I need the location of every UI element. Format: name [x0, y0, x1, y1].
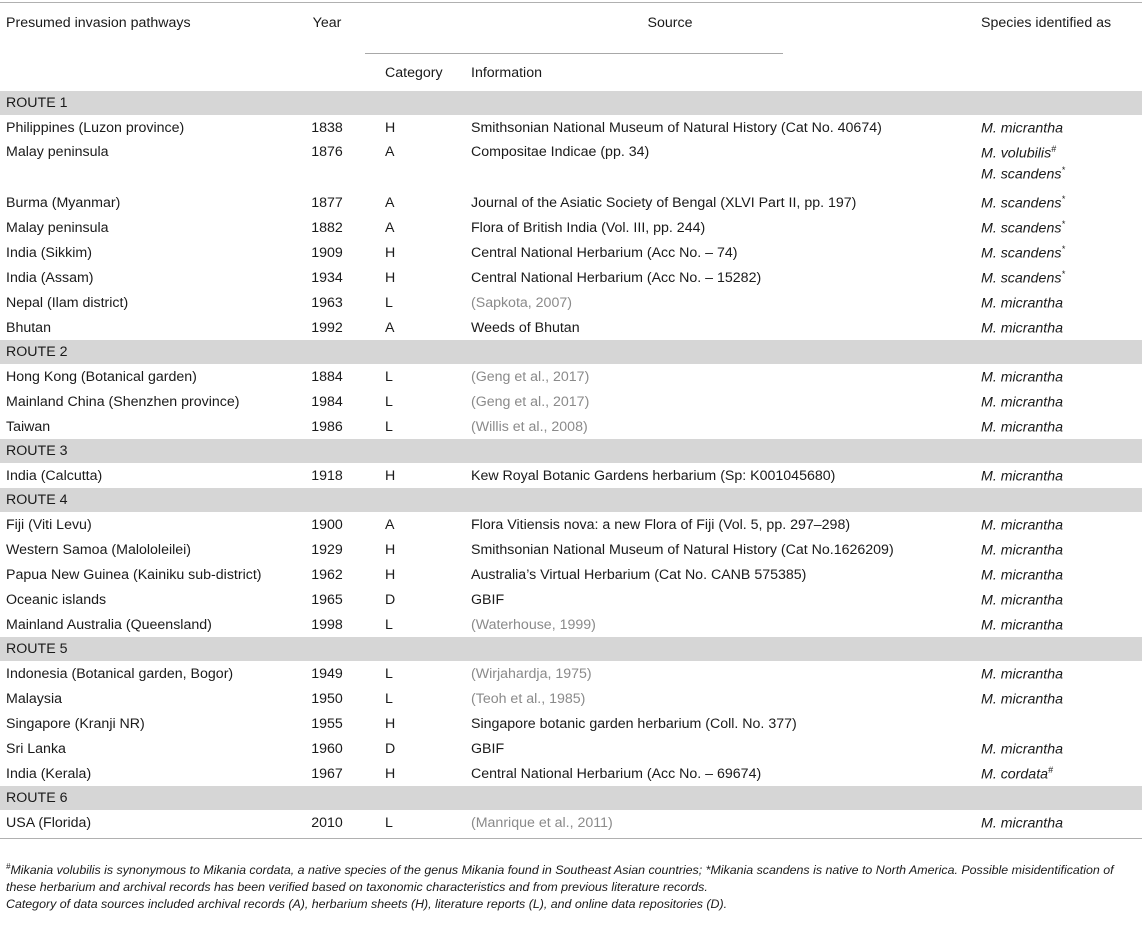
table-row: [0, 736, 1142, 761]
species-text: M. scandens: [981, 166, 1062, 183]
information-cell: (Waterhouse, 1999): [471, 616, 596, 633]
information-cell: Flora of British India (Vol. III, pp. 244): [471, 219, 706, 236]
species-cell: [975, 265, 1142, 290]
pathway-cell: Fiji (Viti Levu): [6, 516, 92, 533]
route-label: ROUTE 1: [0, 91, 1142, 115]
information-cell: Central National Herbarium (Acc No. – 74): [471, 244, 738, 261]
pathway-cell: Oceanic islands: [6, 591, 107, 608]
species-cell: [975, 389, 1142, 414]
species-name: [981, 566, 1142, 584]
species-text: M. micrantha: [981, 592, 1063, 609]
species-name: [981, 393, 1142, 411]
information-cell: (Willis et al., 2008): [471, 418, 588, 435]
table-row: [0, 512, 1142, 537]
table-row: [0, 389, 1142, 414]
species-name: [981, 591, 1142, 609]
header-information: Information: [471, 65, 542, 81]
information-cell: Kew Royal Botanic Gardens herbarium (Sp: K001045680): [471, 467, 836, 484]
year-cell: 1965: [311, 591, 343, 608]
category-cell: A: [385, 194, 395, 211]
table-row: [0, 562, 1142, 587]
species-text: M. micrantha: [981, 468, 1063, 485]
species-name: [981, 269, 1142, 287]
header-year: Year: [312, 15, 342, 31]
route-label: ROUTE 4: [0, 488, 1142, 512]
year-cell: 1900: [311, 516, 343, 533]
species-text: M. micrantha: [981, 815, 1063, 832]
category-cell: H: [385, 467, 396, 484]
bottom-rule: [0, 835, 1142, 839]
footnote-1-mark: #: [6, 862, 11, 871]
year-cell: 1950: [311, 690, 343, 707]
species-name: [981, 319, 1142, 337]
information-cell: Singapore botanic garden herbarium (Coll. No. 377): [471, 715, 797, 732]
species-cell: [975, 711, 1142, 736]
pathway-cell: Bhutan: [6, 319, 51, 336]
year-cell: 1876: [311, 144, 343, 160]
species-text: M. micrantha: [981, 295, 1063, 312]
route-header-row: [0, 91, 1142, 115]
species-name: [981, 814, 1142, 832]
pathway-cell: Hong Kong (Botanical garden): [6, 368, 197, 385]
route-header-row: [0, 488, 1142, 512]
pathway-cell: Singapore (Kranji NR): [6, 715, 145, 732]
information-cell: (Manrique et al., 2011): [471, 814, 613, 831]
route-header-row: [0, 439, 1142, 463]
source-divider: [365, 53, 783, 54]
information-cell: GBIF: [471, 591, 505, 608]
species-text: M. micrantha: [981, 419, 1063, 436]
information-cell: (Teoh et al., 1985): [471, 690, 586, 707]
species-mark: *: [1061, 218, 1065, 229]
table-row: [0, 810, 1142, 835]
category-cell: L: [385, 690, 393, 707]
route-label: ROUTE 6: [0, 786, 1142, 810]
species-text: M. cordata: [981, 766, 1049, 783]
category-cell: L: [385, 294, 393, 311]
species-cell: [975, 364, 1142, 389]
species-cell: [975, 140, 1142, 190]
species-cell: [975, 463, 1142, 488]
information-cell: Australia’s Virtual Herbarium (Cat No. CANB 575385): [471, 566, 807, 583]
species-cell: [975, 240, 1142, 265]
route-header-row: [0, 786, 1142, 810]
category-cell: D: [385, 591, 396, 608]
species-text: M. micrantha: [981, 617, 1063, 634]
species-cell: [975, 290, 1142, 315]
table-row: [0, 115, 1142, 140]
species-text: M. scandens: [981, 270, 1062, 287]
footnotes: [6, 858, 1142, 913]
species-mark: *: [1061, 193, 1065, 204]
information-cell: Weeds of Bhutan: [471, 319, 580, 336]
pathway-cell: USA (Florida): [6, 814, 92, 831]
category-cell: H: [385, 541, 396, 558]
species-text: M. micrantha: [981, 567, 1063, 584]
species-text: M. micrantha: [981, 394, 1063, 411]
pathway-cell: Malaysia: [6, 690, 62, 707]
information-cell: (Wirjahardja, 1975): [471, 665, 592, 682]
year-cell: 1884: [311, 368, 343, 385]
species-mark: *: [1061, 243, 1065, 254]
header-pathway: Presumed invasion pathways: [6, 15, 191, 31]
category-cell: L: [385, 368, 393, 385]
route-label: ROUTE 3: [0, 439, 1142, 463]
pathway-cell: India (Calcutta): [6, 467, 103, 484]
year-cell: 1934: [311, 269, 343, 286]
information-cell: Flora Vitiensis nova: a new Flora of Fiji (Vol. 5, pp. 297–298): [471, 516, 851, 533]
species-text: M. volubilis: [981, 145, 1052, 162]
species-text: M. micrantha: [981, 666, 1063, 683]
species-cell: [975, 190, 1142, 215]
year-cell: 1963: [311, 294, 343, 311]
species-name: [981, 665, 1142, 683]
information-cell: Journal of the Asiatic Society of Bengal (XLVI Part II, pp. 197): [471, 194, 857, 211]
table-row: [0, 587, 1142, 612]
category-cell: H: [385, 269, 396, 286]
species-cell: [975, 414, 1142, 439]
species-name: [981, 418, 1142, 436]
pathway-cell: Burma (Myanmar): [6, 194, 121, 211]
species-text: M. micrantha: [981, 320, 1063, 337]
header-category: Category: [385, 65, 443, 81]
species-name: [981, 244, 1142, 262]
pathway-cell: India (Sikkim): [6, 244, 92, 261]
table-row: [0, 711, 1142, 736]
table-row: [0, 686, 1142, 711]
invasion-pathways-table: [0, 2, 1142, 839]
species-mark: *: [1061, 268, 1065, 279]
pathway-cell: Taiwan: [6, 418, 51, 435]
pathway-cell: Indonesia (Botanical garden, Bogor): [6, 665, 234, 682]
category-cell: A: [385, 219, 395, 236]
species-cell: [975, 736, 1142, 761]
species-text: M. micrantha: [981, 517, 1063, 534]
table-header: [0, 3, 1142, 92]
year-cell: 1998: [311, 616, 343, 633]
table-row: [0, 364, 1142, 389]
year-cell: 1986: [311, 418, 343, 435]
category-cell: L: [385, 616, 393, 633]
pathway-cell: Philippines (Luzon province): [6, 119, 185, 136]
category-cell: A: [385, 319, 395, 336]
species-mark: #: [1048, 764, 1054, 775]
species-name: [981, 467, 1142, 485]
species-text: M. micrantha: [981, 542, 1063, 559]
table-row: [0, 315, 1142, 340]
footnote-1-text: Mikania volubilis is synonymous to Mikania cordata, a native species of the genus Mikania found in Southeast Asian countries; *Mikania scandens is native to North America. Possible misidentification of these herbarium and archival records has been verified based on taxonomic characteristics and from previous literature records.: [6, 863, 1114, 895]
header-species: Species identified as: [981, 15, 1112, 31]
species-mark: *: [1061, 164, 1065, 175]
category-cell: L: [385, 814, 393, 831]
species-cell: [975, 315, 1142, 340]
species-name: [981, 516, 1142, 534]
pathway-cell: Papua New Guinea (Kainiku sub-district): [6, 566, 262, 583]
species-name: [981, 144, 1142, 162]
table-row: [0, 265, 1142, 290]
species-name: [981, 294, 1142, 312]
pathway-cell: Nepal (Ilam district): [6, 294, 129, 311]
information-cell: Central National Herbarium (Acc No. – 69674): [471, 765, 762, 782]
category-cell: L: [385, 665, 393, 682]
species-name: [981, 368, 1142, 386]
pathway-cell: India (Assam): [6, 269, 94, 286]
year-cell: 1960: [311, 740, 343, 757]
information-cell: (Geng et al., 2017): [471, 393, 590, 410]
year-cell: 2010: [311, 814, 343, 831]
information-cell: Smithsonian National Museum of Natural History (Cat No.1626209): [471, 541, 894, 558]
species-name: [981, 616, 1142, 634]
species-cell: [975, 115, 1142, 140]
information-cell: GBIF: [471, 740, 505, 757]
year-cell: 1955: [311, 715, 343, 732]
year-cell: 1929: [311, 541, 343, 558]
year-cell: 1984: [311, 393, 343, 410]
species-cell: [975, 612, 1142, 637]
species-cell: [975, 761, 1142, 786]
species-text: M. micrantha: [981, 741, 1063, 758]
year-cell: 1962: [311, 566, 343, 583]
pathway-cell: Sri Lanka: [6, 740, 66, 757]
category-cell: L: [385, 393, 393, 410]
species-cell: [975, 810, 1142, 835]
species-name: [981, 740, 1142, 758]
information-cell: Compositae Indicae (pp. 34): [471, 144, 650, 160]
species-name: [981, 119, 1142, 137]
species-cell: [975, 661, 1142, 686]
pathway-cell: Western Samoa (Malololeilei): [6, 541, 192, 558]
year-cell: 1882: [311, 219, 343, 236]
route-header-row: [0, 637, 1142, 661]
species-name: [981, 165, 1142, 183]
table-body: [0, 91, 1142, 839]
header-source-label: Source: [647, 15, 693, 31]
species-name: [981, 541, 1142, 559]
species-mark: #: [1051, 144, 1057, 154]
species-cell: [975, 562, 1142, 587]
species-cell: [975, 587, 1142, 612]
category-cell: H: [385, 715, 396, 732]
information-cell: (Sapkota, 2007): [471, 294, 572, 311]
year-cell: 1838: [311, 119, 343, 136]
category-cell: H: [385, 566, 396, 583]
route-header-row: [0, 340, 1142, 364]
category-cell: H: [385, 244, 396, 261]
species-text: M. scandens: [981, 220, 1062, 237]
table-row: [0, 290, 1142, 315]
year-cell: 1992: [311, 319, 343, 336]
information-cell: Smithsonian National Museum of Natural History (Cat No. 40674): [471, 119, 882, 136]
category-cell: A: [385, 516, 395, 533]
table-row: [0, 537, 1142, 562]
pathway-cell: Malay peninsula: [6, 219, 109, 236]
species-cell: [975, 512, 1142, 537]
year-cell: 1918: [311, 467, 343, 484]
species-text: M. micrantha: [981, 120, 1063, 137]
table-row: [0, 215, 1142, 240]
category-cell: H: [385, 119, 396, 136]
table-row: [0, 612, 1142, 637]
table-row: [0, 761, 1142, 786]
species-cell: [975, 537, 1142, 562]
species-cell: [975, 215, 1142, 240]
category-cell: L: [385, 418, 393, 435]
species-text: M. scandens: [981, 245, 1062, 262]
pathway-cell: Mainland China (Shenzhen province): [6, 393, 240, 410]
species-cell: [975, 686, 1142, 711]
species-name: [981, 690, 1142, 708]
footnote-1: [6, 858, 1142, 896]
pathway-cell: India (Kerala): [6, 765, 92, 782]
species-name: [981, 765, 1142, 783]
footnote-2: Category of data sources included archival records (A), herbarium sheets (H), literature reports (L), and online data repositories (D).: [6, 897, 728, 912]
species-name: [981, 219, 1142, 237]
table-row: [0, 190, 1142, 215]
route-label: ROUTE 5: [0, 637, 1142, 661]
year-cell: 1877: [311, 194, 343, 211]
species-text: M. micrantha: [981, 369, 1063, 386]
species-text: M. scandens: [981, 195, 1062, 212]
year-cell: 1949: [311, 665, 343, 682]
year-cell: 1967: [311, 765, 343, 782]
table-row: [0, 414, 1142, 439]
pathway-cell: Malay peninsula: [6, 144, 109, 160]
year-cell: 1909: [311, 244, 343, 261]
pathway-cell: Mainland Australia (Queensland): [6, 616, 212, 633]
information-cell: (Geng et al., 2017): [471, 368, 590, 385]
species-text: M. micrantha: [981, 691, 1063, 708]
information-cell: Central National Herbarium (Acc No. – 15282): [471, 269, 762, 286]
route-label: ROUTE 2: [0, 340, 1142, 364]
species-name: [981, 194, 1142, 212]
table-row: [0, 140, 1142, 190]
table-row: [0, 661, 1142, 686]
category-cell: A: [385, 144, 395, 160]
table-row: [0, 240, 1142, 265]
table-row: [0, 463, 1142, 488]
header-source: [365, 3, 975, 55]
category-cell: D: [385, 740, 396, 757]
category-cell: H: [385, 765, 396, 782]
